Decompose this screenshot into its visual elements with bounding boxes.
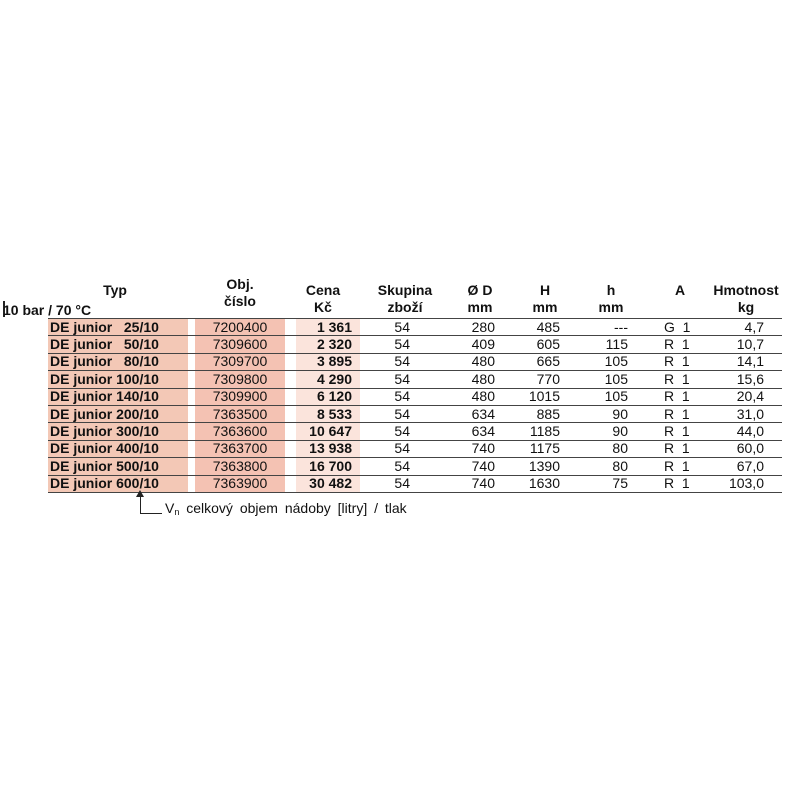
cell-A: R 1 xyxy=(664,335,690,352)
header-A xyxy=(660,282,700,299)
header-hmotnost-line1: Hmotnost xyxy=(713,282,779,298)
cell-H: 1015 xyxy=(528,388,560,405)
cell-d: 634 xyxy=(471,422,495,439)
cell-skupina: 54 xyxy=(394,370,410,387)
cell-d: 480 xyxy=(471,370,495,387)
cell-typ: DE junior 600/10 xyxy=(50,475,159,492)
cell-A: R 1 xyxy=(664,405,690,422)
cell-kg: 20,4 xyxy=(736,388,764,405)
cell-h: 90 xyxy=(612,405,628,422)
header-skupina-line2: zboží xyxy=(387,299,423,315)
footnote-subscript: n xyxy=(174,507,180,517)
cell-cena: 1 361 xyxy=(316,318,352,335)
cell-d: 740 xyxy=(471,475,495,492)
header-typ-label: Typ xyxy=(103,282,127,298)
cell-H: 885 xyxy=(536,405,560,422)
header-diameter-line1: Ø D xyxy=(467,282,493,298)
header-cena xyxy=(293,282,353,316)
cell-h: 115 xyxy=(605,335,628,352)
cell-h: 105 xyxy=(604,370,628,387)
cell-d: 740 xyxy=(471,457,495,474)
header-skupina-line1: Skupina xyxy=(377,282,433,298)
footnote-text: celkový objem nádoby [litry] / tlak xyxy=(186,500,407,516)
header-h-line2: mm xyxy=(598,299,624,315)
cell-H: 1390 xyxy=(528,457,560,474)
header-A-label: A xyxy=(674,282,686,298)
cell-d: 480 xyxy=(471,388,495,405)
cell-obj: 7309600 xyxy=(212,335,268,352)
group-label: 10 bar / 70 °C xyxy=(3,302,92,318)
cell-obj: 7363700 xyxy=(212,440,268,457)
cell-H: 1630 xyxy=(528,475,560,492)
header-obj xyxy=(205,276,275,310)
cell-skupina: 54 xyxy=(394,457,410,474)
cell-A: R 1 xyxy=(664,457,690,474)
cell-H: 605 xyxy=(536,335,560,352)
cell-kg: 14,1 xyxy=(736,353,764,370)
cell-skupina: 54 xyxy=(394,335,410,352)
cell-skupina: 54 xyxy=(394,405,410,422)
header-hmotnost-line2: kg xyxy=(737,299,755,315)
cell-cena: 2 320 xyxy=(316,335,352,352)
cell-h: 80 xyxy=(612,457,628,474)
cell-obj: 7363600 xyxy=(212,422,268,439)
cell-typ: DE junior 140/10 xyxy=(50,388,159,405)
cell-d: 740 xyxy=(471,440,495,457)
cell-typ: DE junior 500/10 xyxy=(50,457,159,474)
header-cena-line1: Cena xyxy=(305,282,341,298)
footnote xyxy=(165,500,407,516)
header-diameter-line2: mm xyxy=(467,299,493,315)
cell-cena: 8 533 xyxy=(316,405,352,422)
cell-A: R 1 xyxy=(664,370,690,387)
cell-obj: 7309800 xyxy=(212,370,268,387)
cell-skupina: 54 xyxy=(394,440,410,457)
cell-cena: 13 938 xyxy=(309,440,352,457)
cell-d: 634 xyxy=(471,405,495,422)
cell-kg: 10,7 xyxy=(736,335,764,352)
header-H-line2: mm xyxy=(532,299,558,315)
cell-kg: 15,6 xyxy=(736,370,764,387)
header-diameter xyxy=(455,282,505,316)
cell-skupina: 54 xyxy=(394,388,410,405)
header-h-line1: h xyxy=(606,282,616,298)
cell-skupina: 54 xyxy=(394,475,410,492)
cell-kg: 60,0 xyxy=(736,440,764,457)
cell-A: R 1 xyxy=(664,422,690,439)
cell-skupina: 54 xyxy=(394,353,410,370)
cell-d: 480 xyxy=(471,353,495,370)
footnote-symbol: V xyxy=(165,500,175,516)
footnote-connector-horizontal xyxy=(140,513,162,514)
cell-A: R 1 xyxy=(664,440,690,457)
cell-d: 280 xyxy=(471,318,495,335)
cell-typ: DE junior 300/10 xyxy=(50,422,159,439)
header-hmotnost xyxy=(705,282,787,316)
cell-kg: 31,0 xyxy=(736,405,764,422)
cell-kg: 67,0 xyxy=(736,457,764,474)
cell-cena: 16 700 xyxy=(309,457,352,474)
header-typ xyxy=(85,282,145,299)
cell-H: 1185 xyxy=(529,422,560,439)
header-cena-line2: Kč xyxy=(314,299,332,315)
cell-H: 665 xyxy=(536,353,560,370)
header-h xyxy=(586,282,636,316)
header-obj-line2: číslo xyxy=(224,293,256,309)
cell-obj: 7363800 xyxy=(212,457,268,474)
cell-obj: 7309700 xyxy=(212,353,268,370)
cell-h: 90 xyxy=(612,422,628,439)
cell-h: --- xyxy=(614,318,628,335)
cell-typ: DE junior 200/10 xyxy=(50,405,159,422)
cell-obj: 7363500 xyxy=(212,405,268,422)
cell-cena: 3 895 xyxy=(316,353,352,370)
cell-A: G 1 xyxy=(664,318,691,335)
header-skupina xyxy=(365,282,445,316)
cell-typ: DE junior 100/10 xyxy=(50,370,159,387)
cell-H: 485 xyxy=(536,318,560,335)
cell-h: 105 xyxy=(604,353,628,370)
cell-h: 80 xyxy=(612,440,628,457)
cell-kg: 44,0 xyxy=(736,422,764,439)
cell-H: 1175 xyxy=(529,440,560,457)
cell-skupina: 54 xyxy=(394,318,410,335)
cell-A: R 1 xyxy=(664,353,690,370)
cell-cena: 4 290 xyxy=(316,370,352,387)
cell-cena: 10 647 xyxy=(309,422,352,439)
cell-typ: DE junior 80/10 xyxy=(50,353,159,370)
cell-kg: 103,0 xyxy=(728,475,764,492)
cell-A: R 1 xyxy=(664,388,690,405)
row-separator xyxy=(48,492,782,493)
cell-kg: 4,7 xyxy=(744,318,764,335)
cell-cena: 30 482 xyxy=(309,475,352,492)
cell-cena: 6 120 xyxy=(316,388,352,405)
cell-h: 105 xyxy=(604,388,628,405)
cell-obj: 7363900 xyxy=(212,475,268,492)
footnote-connector-vertical xyxy=(140,494,141,514)
cell-A: R 1 xyxy=(664,475,690,492)
cell-typ: DE junior 50/10 xyxy=(50,335,159,352)
cell-typ: DE junior 400/10 xyxy=(50,440,159,457)
cell-d: 409 xyxy=(471,335,495,352)
cell-H: 770 xyxy=(536,370,560,387)
cell-typ: DE junior 25/10 xyxy=(50,318,159,335)
cell-obj: 7200400 xyxy=(212,318,268,335)
header-obj-line1: Obj. xyxy=(226,276,254,292)
header-H xyxy=(520,282,570,316)
cell-obj: 7309900 xyxy=(212,388,268,405)
header-H-line1: H xyxy=(539,282,551,298)
cell-skupina: 54 xyxy=(394,422,410,439)
cell-h: 75 xyxy=(612,475,628,492)
